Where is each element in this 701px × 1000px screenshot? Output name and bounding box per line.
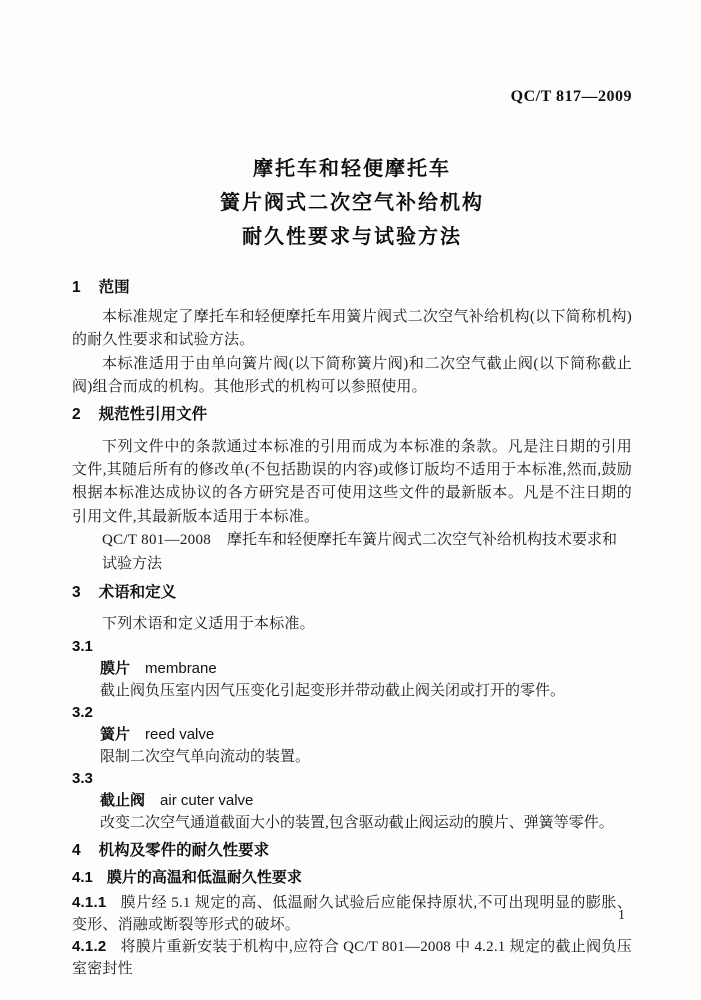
clause-4-1-2 xyxy=(72,936,632,980)
section-3-title: 术语和定义 xyxy=(98,584,177,602)
term-3-1-zh: 膜片 xyxy=(100,660,131,678)
term-3-2-number: 3.2 xyxy=(72,704,93,722)
term-3-2-name xyxy=(100,724,632,746)
clause-4-1-1-number: 4.1.1 xyxy=(72,894,107,912)
clause-4-1-title: 膜片的高温和低温耐久性要求 xyxy=(106,870,302,887)
section-2-paragraph-1: 下列文件中的条款通过本标准的引用而成为本标准的条款。凡是注日期的引用文件,其随后所有的修改单(不包括勘误的内容)或修订版均不适用于本标准,然而,鼓励根据本标准达成协议的各方研究是否可使用这些文件的最新版本。凡是不注日期的引用文件,其最新版本适用于本标准。 xyxy=(72,438,632,525)
page-number: 1 xyxy=(618,908,625,923)
term-3-3-zh: 截止阀 xyxy=(100,792,146,810)
section-1-number: 1 xyxy=(72,279,81,296)
section-4-heading xyxy=(72,841,632,860)
section-4-title: 机构及零件的耐久性要求 xyxy=(98,842,270,860)
section-1-paragraph-1: 本标准规定了摩托车和轻便摩托车用簧片阀式二次空气补给机构(以下简称机构)的耐久性要求和试验方法。 xyxy=(72,309,632,349)
term-3-3-name xyxy=(100,790,632,812)
clause-4-1-1 xyxy=(72,892,632,936)
section-3-intro: 下列术语和定义适用于本标准。 xyxy=(102,616,315,633)
term-3-1-definition: 截止阀负压室内因气压变化引起变形并带动截止阀关闭或打开的零件。 xyxy=(100,683,566,700)
clause-4-1-2-text: 将膜片重新安装于机构中,应符合 QC/T 801—2008 中 4.2.1 规定的截止阀负压室密封性 xyxy=(72,939,632,977)
term-3-1-name xyxy=(100,658,632,680)
section-4-number: 4 xyxy=(72,842,81,860)
section-2-title: 规范性引用文件 xyxy=(98,405,208,423)
term-3-3-en: air cuter valve xyxy=(160,792,254,810)
term-3-1-en: membrane xyxy=(145,660,217,678)
clause-4-1-1-text: 膜片经 5.1 规定的高、低温耐久试验后应能保持原状,不可出现明显的膨胀、变形、消融或断裂等形式的破坏。 xyxy=(72,895,632,933)
section-3-heading xyxy=(72,583,632,602)
clause-4-1-number: 4.1 xyxy=(72,869,93,887)
reference-title: 摩托车和轻便摩托车簧片阀式二次空气补给机构技术要求和试验方法 xyxy=(102,532,618,572)
title-line-3: 耐久性要求与试验方法 xyxy=(242,226,462,248)
title-line-1: 摩托车和轻便摩托车 xyxy=(253,158,451,180)
title-line-2: 簧片阀式二次空气补给机构 xyxy=(220,192,484,214)
document-title xyxy=(72,152,632,254)
clause-4-1-heading xyxy=(72,868,632,888)
section-1-title: 范围 xyxy=(98,279,130,296)
section-2-number: 2 xyxy=(72,405,81,423)
section-1-paragraph-2: 本标准适用于由单向簧片阀(以下简称簧片阀)和二次空气截止阀(以下简称截止阀)组合而成的机构。其他形式的机构可以参照使用。 xyxy=(72,355,632,396)
term-3-3-definition: 改变二次空气通道截面大小的装置,包含驱动截止阀运动的膜片、弹簧等零件。 xyxy=(100,815,614,832)
term-3-1-number: 3.1 xyxy=(72,638,93,656)
term-3-3-number: 3.3 xyxy=(72,770,93,788)
section-2-heading xyxy=(72,405,632,424)
normative-reference xyxy=(72,529,632,576)
doc-number: QC/T 817—2009 xyxy=(510,88,632,105)
clause-4-1-2-number: 4.1.2 xyxy=(72,938,107,956)
term-3-2-definition: 限制二次空气单向流动的装置。 xyxy=(100,749,311,766)
term-3-2-en: reed valve xyxy=(145,726,215,744)
section-1-heading xyxy=(72,278,632,297)
section-3-number: 3 xyxy=(72,584,81,602)
reference-code: QC/T 801—2008 xyxy=(102,532,212,549)
term-3-2-zh: 簧片 xyxy=(100,726,131,744)
